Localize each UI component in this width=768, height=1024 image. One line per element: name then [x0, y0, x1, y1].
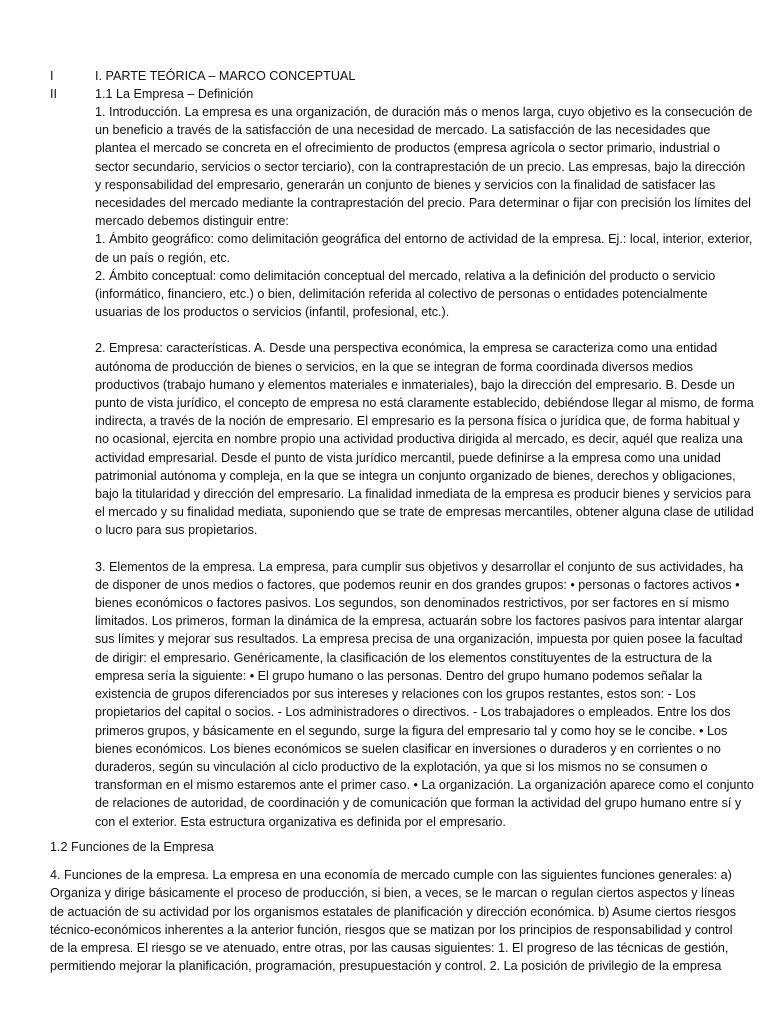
- outline-row-part: [0, 67, 768, 85]
- section-title: 1.1 La Empresa – Definición: [95, 87, 254, 101]
- outline-row-section: [0, 85, 768, 103]
- funciones-block: [50, 838, 750, 975]
- intro-paragraph: 1. Introducción. La empresa es una organización, de duración más o menos larga, cuyo objetivo es la consecución de un beneficio a través de la satisfacción de una necesidad de mercado. La satisfacción de las necesidades que plantea el mercado se concreta en el ofrecimiento de productos (empresa agrícola o sector primario, industrial o sector secundario, servicios o sector terciario), con la contraprestación de un precio. Las empresas, bajo la dirección y responsabilidad del empresario, generarán un conjunto de bienes y servicios con la finalidad de satisfacer las necesidades del mercado mediante la contraprestación del precio. Para determinar o fijar con precisión los límites del mercado debemos distinguir entre:: [95, 105, 753, 229]
- ambito-conceptual-paragraph: 2. Ámbito conceptual: como delimitación conceptual del mercado, relativa a la definición del producto o servicio (informático, financiero, etc.) o bien, delimitación referida al colectivo de personas o entidades potencialmente usuarias de los productos o servicios (infantil, profesional, etc.).: [95, 268, 716, 320]
- elementos-paragraph: 3. Elementos de la empresa. La empresa, para cumplir sus objetivos y desarrollar el conjunto de sus actividades, ha de disponer de unos medios o factores, que podemos reunir en dos grandes grupos: • personas o factores activos • bienes económicos o factores pasivos. Los segundos, son denominados restrictivos, por ser factores en sí mismo limitados. Los primeros, forman la dinámica de la empresa, actuarán sobre los factores pasivos para intentar alargar sus límites y mejorar sus resultados. La empresa precisa de una organización, impuesta por quien posee la facultad de dirigir: el empresario. Genéricamente, la clasificación de los elementos constituyentes de la estructura de la empresa sería la siguiente: • El grupo humano o las personas. Dentro del grupo humano podemos señalar la existencia de grupos diferenciados por sus intereses y relaciones con los grupos restantes, estos son: - Los propietarios del capital o socios. - Los administradores o directivos. - Los trabajadores o empleados. Entre los dos primeros grupos, y básicamente en el segundo, surge la figura del empresario tal y como hoy se le concibe. • Los bienes económicos. Los bienes económicos se suelen clasificar en inversiones o duraderos y en corrientes o no duraderos, según su vinculación al ciclo productivo de la explotación, ya que si los mismos no se consumen o transforman en el mismo estaremos ante el primer caso. • La organización. La organización aparece como el conjunto de relaciones de autoridad, de coordinación y de comunicación que forman la actividad del grupo humano entre sí y con el exterior. Esta estructura organizativa es definida por el empresario.: [95, 559, 754, 829]
- caracteristicas-paragraph: 2. Empresa: características. A. Desde una perspectiva económica, la empresa se caracteriza como una entidad autónoma de producción de bienes o servicios, en la que se integran de forma coordinada diversos medios productivos (trabajo humano y elementos materiales e inmateriales), bajo la dirección del empresario. B. Desde un punto de vista jurídico, el concepto de empresa no está claramente establecido, debiéndose llegar al mismo, de forma indirecta, a través de la noción de empresario. El empresario es la persona física o jurídica que, de forma habitual y no ocasional, ejercita en nombre propio una actividad productiva dirigida al mercado, es decir, aquél que realiza una actividad empresarial. Desde el punto de vista jurídico mercantil, puede definirse a la empresa como una unidad patrimonial autónoma y compleja, en la que se integra un conjunto organizado de bienes, derechos y obligaciones, bajo la titularidad y dirección del empresario. La finalidad inmediata de la empresa es producir bienes y servicios para el mercado y su finalidad mediata, suponiendo que se trate de empresas mercantiles, obtener alguna clase de utilidad o lucro para sus propietarios.: [95, 341, 754, 538]
- outline-number: II: [50, 87, 57, 101]
- ambito-geografico-paragraph: 1. Ámbito geográfico: como delimitación geográfica del entorno de actividad de la empresa. Ej.: local, interior, exterior, de un país o región, etc.: [95, 232, 753, 265]
- part-title: I. PARTE TEÓRICA – MARCO CONCEPTUAL: [95, 69, 356, 83]
- outline-number: I: [50, 69, 54, 83]
- funciones-paragraph: 4. Funciones de la empresa. La empresa en una economía de mercado cumple con las siguientes funciones generales: a) Organiza y dirige básicamente el proceso de producción, si bien, a veces, se le marcan o regulan ciertos aspectos y líneas de actuación de su actividad por los organismos estatales de planificación y dirección económica. b) Asume ciertos riesgos técnico-económicos inherentes a la anterior función, riesgos que se matizan por los principios de responsabilidad y control de la empresa. El riesgo se ve atenuado, entre otras, por las causas siguientes: 1. El progreso de las técnicas de gestión, permitiendo mejorar la planificación, programación, presupuestación y control. 2. La posición de privilegio de la empresa: [50, 868, 737, 974]
- funciones-heading: 1.2 Funciones de la Empresa: [50, 840, 214, 854]
- body-indented-block: [95, 103, 755, 831]
